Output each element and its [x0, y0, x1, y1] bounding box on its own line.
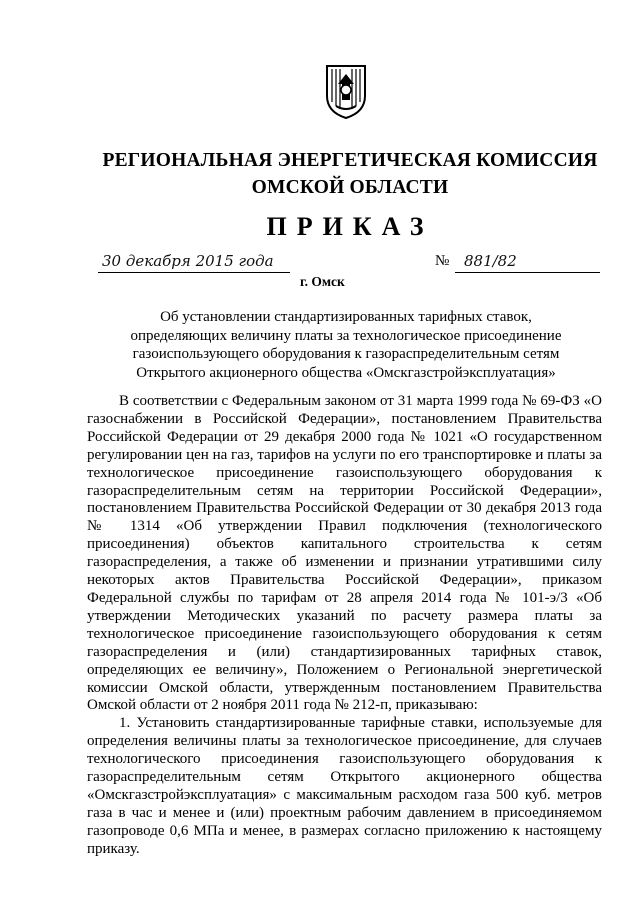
subject-line: Открытого акционерного общества «Омскгазстройэксплуатация»: [136, 364, 556, 381]
document-body: [87, 393, 602, 859]
city-label: г. Омск: [300, 274, 345, 289]
subject-line: определяющих величину платы за технологическое присоединение: [130, 327, 562, 344]
organization-name: РЕГИОНАЛЬНАЯ ЭНЕРГЕТИЧЕСКАЯ КОМИССИЯ: [102, 150, 598, 171]
document-subject: [100, 308, 592, 382]
organization-region: ОМСКОЙ ОБЛАСТИ: [251, 177, 449, 198]
subject-line: газоиспользующего оборудования к газораспределительным сетям: [132, 346, 560, 362]
handwritten-number: 881/82: [464, 252, 517, 270]
order-item-1: 1. Установить стандартизированные тарифные ставки, используемые для определения величины платы за технологическое присоединение, для случаев технологического присоединения газоиспользующего оборудования к газораспределительным сетям Открытого акционерного общества «Омскгазстройэксплуатация» с максимальным расходом газа 500 куб. метров газа в час и менее и (или) проектным рабочим давлением в присоединяемом газопроводе 0,6 МПа и менее, в размерах согласно приложению к настоящему приказу.: [87, 715, 602, 857]
coat-of-arms-icon: [324, 62, 368, 120]
number-sign: №: [435, 253, 450, 269]
handwritten-date: 30 декабря 2015 года: [102, 252, 274, 270]
date-underline: [98, 272, 290, 273]
document-type-title: ПРИКАЗ: [266, 212, 434, 241]
subject-line: Об установлении стандартизированных тарифных ставок,: [160, 309, 532, 325]
preamble-paragraph: В соответствии с Федеральным законом от 31 марта 1999 года № 69-ФЗ «О газоснабжении в Российской Федерации», постановлением Правительства Российской Федерации от 29 декабря 2000 года № 1021 «О государственном регулировании цен на газ, тарифов на услуги по его транспортировке и платы за технологическое присоединение газоиспользующего оборудования к газораспределительным сетям на территории Российской Федерации», постановлением Правительства Российской Федерации от 30 декабря 2013 года № 1314 «Об утверждении Правил подключения (технологического присоединения) объектов капитального строительства к сетям газораспределения, а также об изменении и признании утратившими силу некоторых актов Правительства Российской Федерации», приказом Федеральной службы по тарифам от 28 апреля 2014 года № 101-э/3 «Об утверждении Методических указаний по расчету размера платы за технологическое присоединение газоиспользующего оборудования к сетям газораспределения и (или) стандартизированных тарифных ставок, определяющих ее величину», Положением о Региональной энергетической комиссии Омской области, утвержденным постановлением Правительства Омской области от 2 ноября 2011 года № 212-п, приказываю:: [87, 393, 602, 714]
number-underline: [455, 272, 600, 273]
